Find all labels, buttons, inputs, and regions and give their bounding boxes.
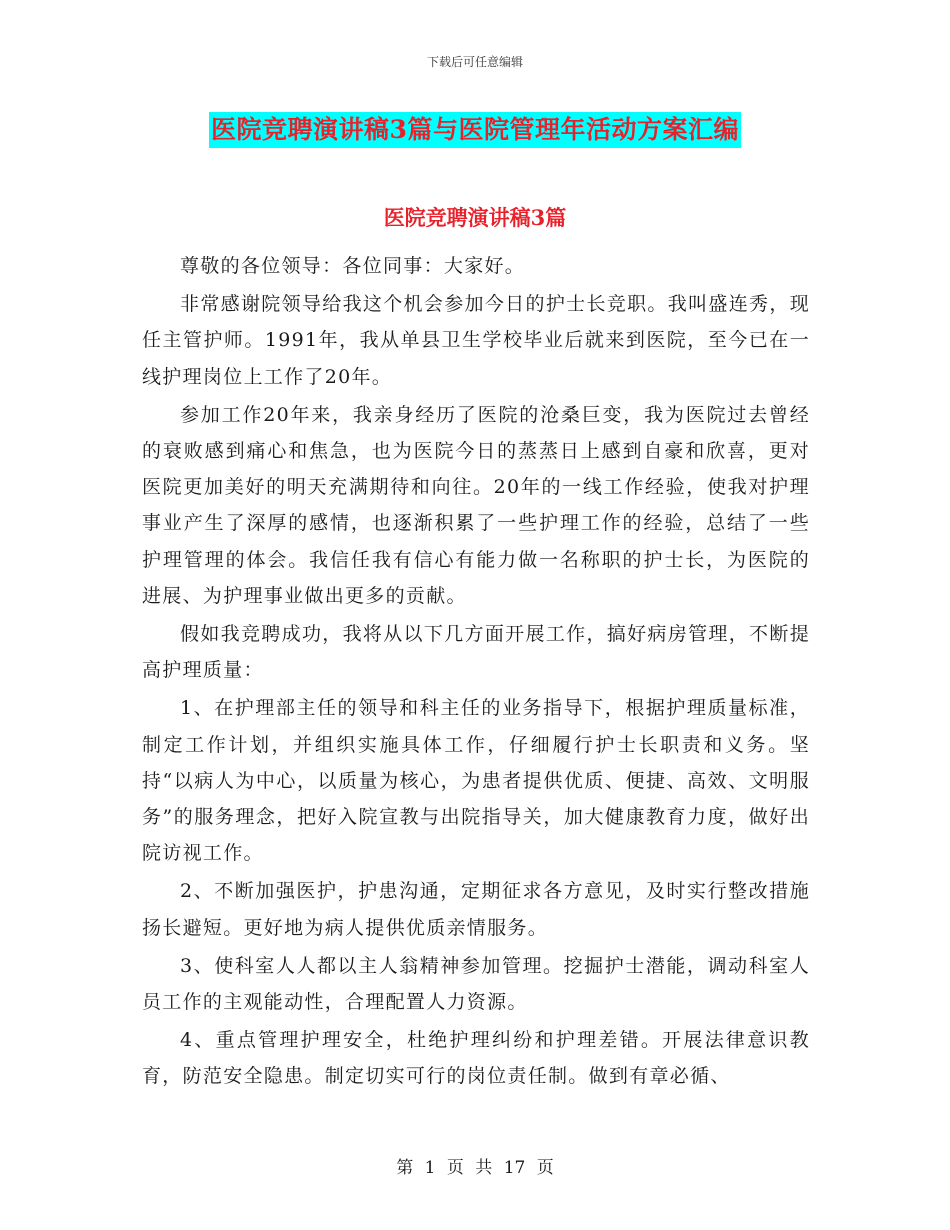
paragraph-experience: 参加工作20年来，我亲身经历了医院的沧桑巨变，我为医院过去曾经的衰败感到痛心和焦急，也为医院今日的蒸蒸日上感到自豪和欣喜，更对医院更加美好的明天充满期待和向往。20年的一线工作经验，使我对护理事业产生了深厚的感情，也逐渐积累了一些护理工作的经验，总结了一些护理管理的体会。我信任我有信心有能力做一名称职的护士长，为医院的进展、为护理事业做出更多的贡献。 [142,403,810,607]
paragraph-plan-intro: 假如我竞聘成功，我将从以下几方面开展工作，搞好病房管理，不断提高护理质量： [142,623,810,682]
paragraph-greeting: 尊敬的各位领导：各位同事：大家好。 [180,255,526,277]
document-title: 医院竞聘演讲稿3篇与医院管理年活动方案汇编 [209,112,741,148]
section-title: 医院竞聘演讲稿3篇 [383,205,567,230]
page-footer: 第 1 页 共 17 页 [396,1158,554,1178]
paragraph-plan-item-2: 2、不断加强医护，护患沟通，定期征求各方意见，及时实行整改措施扬长避短。更好地为病人提供优质亲情服务。 [142,880,810,939]
paragraph-plan-item-3: 3、使科室人人都以主人翁精神参加管理。挖掘护士潜能，调动科室人员工作的主观能动性，合理配置人力资源。 [142,954,810,1014]
document-title-container [0,112,950,148]
paragraph-intro: 非常感谢院领导给我这个机会参加今日的护士长竞职。我叫盛连秀，现任主管护师。1991年，我从单县卫生学校毕业后就来到医院，至今已在一线护理岗位上工作了20年。 [142,293,810,388]
document-body [142,248,810,1097]
header-note: 下载后可任意编辑 [426,55,523,69]
paragraph-plan-item-4: 4、重点管理护理安全，杜绝护理纠纷和护理差错。开展法律意识教育，防范安全隐患。制定切实可行的岗位责任制。做到有章必循、 [142,1029,810,1088]
paragraph-plan-item-1: 1、在护理部主任的领导和科主任的业务指导下，根据护理质量标准，制定工作计划，并组织实施具体工作，仔细履行护士长职责和义务。坚持“以病人为中心，以质量为核心，为患者提供优质、便捷、高效、文明服务”的服务理念，把好入院宣教与出院指导关，加大健康教育力度，做好出院访视工作。 [142,697,810,865]
